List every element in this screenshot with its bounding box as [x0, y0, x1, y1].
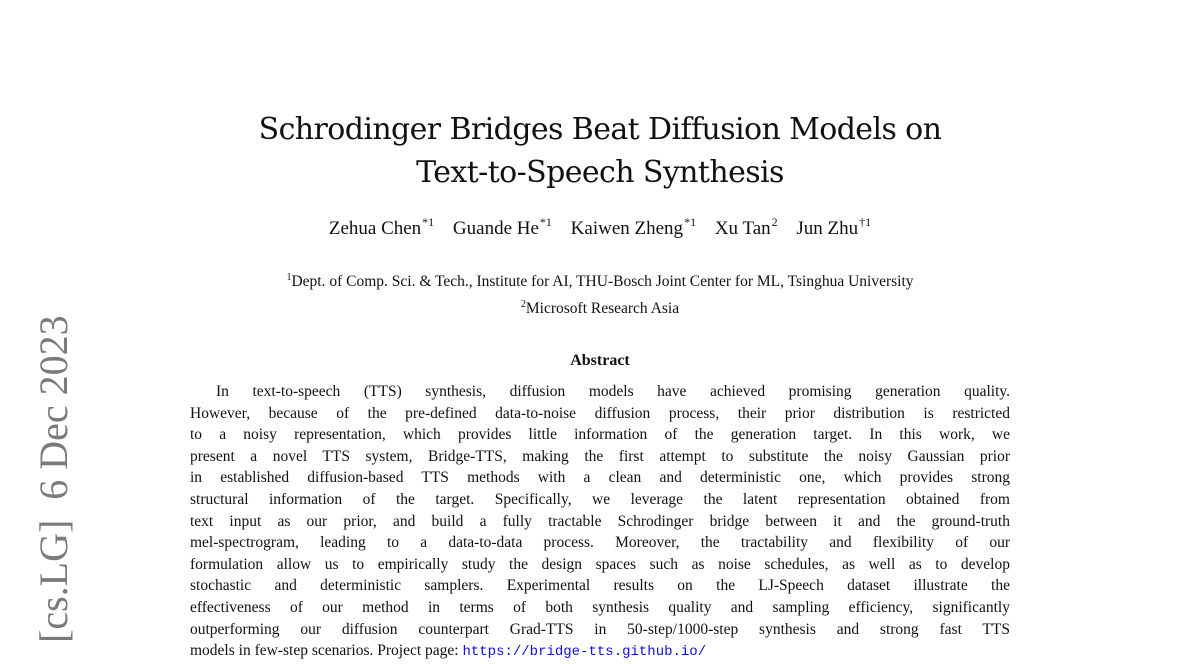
- affiliation-text: Dept. of Comp. Sci. & Tech., Institute for AI, THU-Bosch Joint Center for ML, Tsinghua University: [291, 273, 914, 290]
- abstract-line: In text-to-speech (TTS) synthesis, diffusion models have achieved promising generation quality.: [216, 383, 1010, 400]
- arxiv-date: 6 Dec 2023: [31, 315, 76, 500]
- affiliation-mark: 1: [286, 272, 292, 283]
- abstract-line: present a novel TTS system, Bridge-TTS, making the first attempt to substitute the noisy Gaussian prior: [190, 447, 1010, 465]
- author-name: Jun Zhu: [796, 218, 859, 239]
- author-name: Zehua Chen: [328, 218, 422, 239]
- abstract-line: outperforming our diffusion counterpart Grad-TTS in 50-step/1000-step synthesis and strong fast TTS: [190, 620, 1010, 638]
- title-line-2: Text-to-Speech Synthesis: [416, 155, 784, 190]
- author-list: [150, 215, 1050, 240]
- abstract-line: formulation allow us to empirically study the design spaces such as noise schedules, as well as to develop: [190, 555, 1010, 573]
- author-name: Xu Tan: [714, 218, 771, 239]
- author-name: Kaiwen Zheng: [570, 218, 684, 239]
- affiliation-text: Microsoft Research Asia: [525, 300, 680, 317]
- abstract-line: mel-spectrogram, leading to a data-to-data process. Moreover, the tractability and flexibility of our: [190, 534, 1010, 552]
- project-page-link[interactable]: https://bridge-tts.github.io/: [462, 644, 707, 661]
- arxiv-stamp: [29, 315, 79, 643]
- abstract-line: text input as our prior, and build a fully tractable Schrodinger bridge between it and the ground-truth: [190, 512, 1010, 530]
- abstract-line: effectiveness of our method in terms of both synthesis quality and sampling efficiency, significantly: [190, 598, 1010, 616]
- affiliation: [150, 266, 1050, 293]
- paper-title: [200, 108, 1000, 194]
- author-mark: †1: [859, 215, 872, 229]
- abstract-line: in established diffusion-based TTS methods with a clean and deterministic one, which provides strong: [190, 469, 1010, 487]
- author-mark: *1: [539, 215, 552, 229]
- abstract-line: stochastic and deterministic samplers. Experimental results on the LJ-Speech dataset illustrate the: [190, 577, 1010, 595]
- abstract-heading: Abstract: [570, 352, 630, 369]
- title-line-1: Schrodinger Bridges Beat Diffusion Models on: [258, 112, 942, 147]
- author-name: Guande He: [452, 218, 539, 239]
- affiliation: [150, 293, 1050, 320]
- abstract-line: structural information of the target. Specifically, we leverage the latent representation obtained from: [190, 490, 1010, 508]
- author: [796, 215, 871, 240]
- affiliations: [150, 266, 1050, 320]
- abstract-body: [190, 381, 1010, 664]
- abstract-last-line-text: models in few-step scenarios. Project page:: [190, 642, 463, 660]
- affiliation-mark: 2: [520, 299, 526, 310]
- author: [571, 215, 696, 240]
- author-mark: *1: [684, 215, 697, 229]
- author-mark: 2: [771, 215, 778, 229]
- author: [715, 215, 778, 240]
- author-mark: *1: [422, 215, 435, 229]
- abstract-line: to a noisy representation, which provides little information of the generation target. In this work, we: [190, 426, 1010, 444]
- abstract-last-line: [190, 640, 1010, 664]
- author: [329, 215, 434, 240]
- abstract-line: However, because of the pre-defined data-to-noise diffusion process, their prior distribution is restricted: [190, 404, 1010, 422]
- arxiv-category: [cs.LG]: [31, 519, 76, 643]
- author: [453, 215, 552, 240]
